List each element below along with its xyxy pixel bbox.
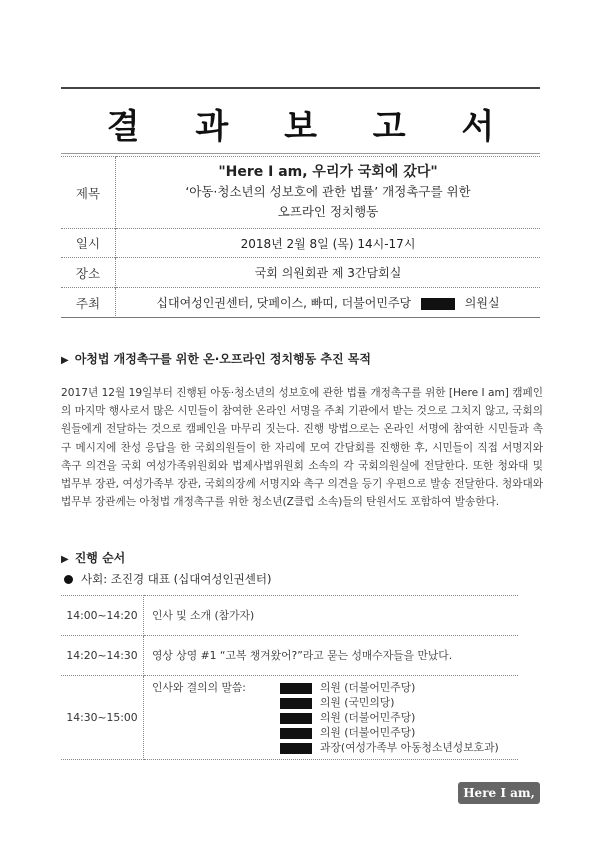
date-value: 2018년 2월 8일 (목) 14시-17시 (116, 229, 541, 258)
attendee-role: 의원 (더불어민주당) (320, 711, 416, 724)
schedule-time: 14:30~15:00 (61, 676, 144, 760)
subject-label: 제목 (61, 157, 116, 229)
table-bottom-rule (61, 317, 540, 318)
subject-cell (116, 157, 541, 229)
moderator-text: 사회: 조진경 대표 (십대여성인권센터) (81, 572, 272, 586)
redacted-name (280, 698, 312, 709)
subject-line2: ‘아동·청소년의 성보호에 관한 법률’ 개정촉구를 위한 (185, 184, 471, 199)
host-value-office: 의원실 (464, 296, 500, 311)
host-value-organizations: 십대여성인권센터, 닷페이스, 빠띠, 더불어민주당 (156, 296, 412, 311)
triangle-bullet-icon: ▶ (61, 554, 69, 565)
campaign-tag: Here I am, (458, 782, 540, 804)
schedule-table (61, 595, 518, 760)
redacted-name (280, 743, 312, 754)
title-rule (61, 153, 540, 154)
redacted-name (280, 713, 312, 724)
section-order-heading-text: 진행 순서 (74, 551, 126, 565)
place-row (61, 258, 540, 288)
attendee-role: 과장(여성가족부 아동청소년성보호과) (320, 741, 499, 754)
bullet-dot-icon (64, 575, 73, 584)
schedule-row (61, 596, 518, 636)
schedule-time: 14:20~14:30 (61, 636, 144, 676)
host-label: 주최 (61, 288, 116, 318)
place-value: 국회 의원회관 제 3간담회실 (116, 258, 541, 288)
attendee-role: 의원 (국민의당) (320, 696, 395, 709)
page-title: 결 과 보 고 서 (106, 107, 517, 147)
attendee-role: 의원 (더불어민주당) (320, 726, 416, 739)
attendee-line (152, 695, 518, 710)
schedule-desc: 인사 및 소개 (참가자) (144, 596, 519, 636)
subject-row (61, 157, 540, 229)
subject-line3: 오프라인 정치행동 (277, 204, 379, 219)
redacted-name (280, 683, 312, 694)
attendee-line (152, 740, 518, 755)
triangle-bullet-icon: ▶ (61, 355, 69, 366)
attendee-line (152, 725, 518, 740)
place-label: 장소 (61, 258, 116, 288)
redacted-name (280, 728, 312, 739)
top-rule (61, 87, 540, 89)
section-purpose-heading (61, 350, 371, 367)
schedule-desc (144, 676, 519, 760)
attendee-line (152, 710, 518, 725)
attendee-line (152, 680, 518, 695)
host-value (116, 288, 541, 318)
purpose-body: 2017년 12월 19일부터 진행된 아동·청소년의 성보호에 관한 법률 개정촉구를 위한 [Here I am] 캠페인의 마지막 행사로서 많은 시민들이 참여한 온라인 서명을 주최 기관에서 받는 것으로 그치지 않고, 국회의원들에게 전달하는 것으로 캠페인을 마무리 짓는다. 진행 방법으로는 온라인 서명에 참여한 시민들과 촉구 메시지에 찬성 응답을 한 국회의원들이 한 자리에 모여 간담회를 진행한 후, 시민들이 직접 서명지와 촉구 의견을 국회 여성가족위원회와 법제사법위원회 소속의 각 국회의원실에 전달한다. 또한 청와대 및 법무부 장관, 여성가족부 장관, 국회의장께 서명지와 촉구 의견을 등기 우편으로 발송 전달한다. 청와대와 법무부 장관께는 아청법 개정촉구를 위한 청소년(Z클럽 소속)들의 탄원서도 포함하여 발송한다. (61, 387, 543, 509)
schedule-row (61, 636, 518, 676)
date-row (61, 229, 540, 258)
subject-line1: "Here I am, 우리가 국회에 갔다" (218, 164, 438, 180)
greeting-label: 인사와 결의의 말씀: (152, 681, 246, 694)
schedule-row (61, 676, 518, 760)
section-order-heading (61, 549, 125, 566)
schedule-desc: 영상 상영 #1 “고복 챙겨왔어?”라고 묻는 성매수자들을 만났다. (144, 636, 519, 676)
section-purpose-heading-text: 아청법 개정촉구를 위한 온·오프라인 정치행동 추진 목적 (74, 352, 371, 366)
host-row (61, 288, 540, 318)
attendee-role: 의원 (더불어민주당) (320, 681, 416, 694)
date-label: 일시 (61, 229, 116, 258)
info-table (61, 156, 540, 318)
redacted-name (421, 298, 455, 310)
moderator-line (64, 571, 271, 587)
schedule-time: 14:00~14:20 (61, 596, 144, 636)
